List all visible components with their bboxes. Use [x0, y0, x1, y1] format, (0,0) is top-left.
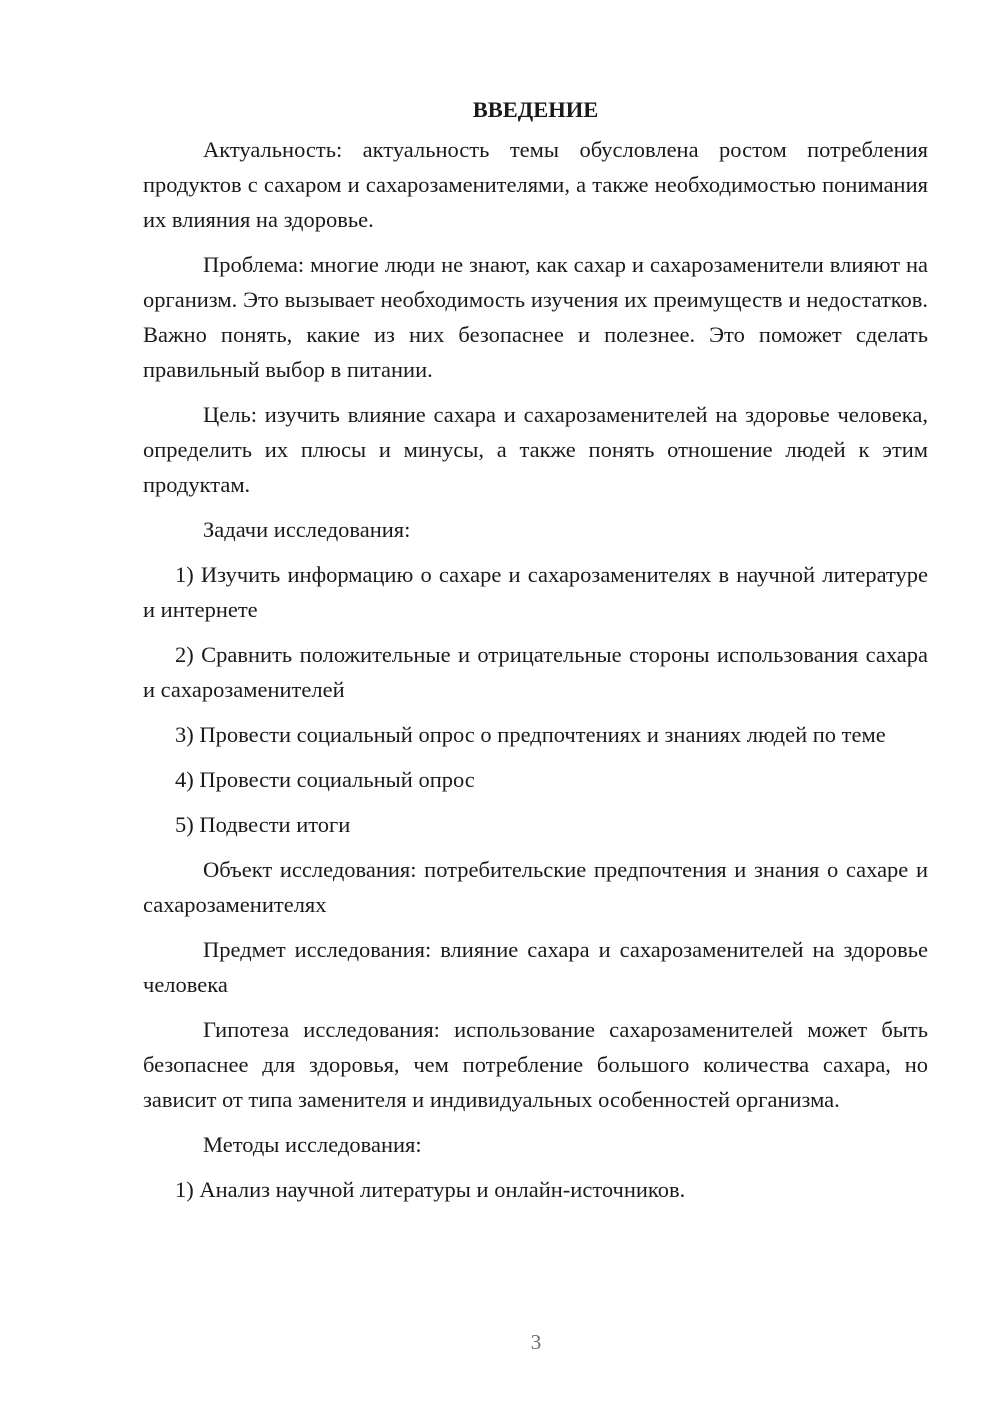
page-number: 3 — [530, 1330, 542, 1354]
page-body — [143, 92, 928, 1217]
section-heading: ВВЕДЕНИЕ — [472, 97, 599, 122]
task-item-5: 5) Подвести итоги — [175, 812, 351, 837]
task-item-1: 1) Изучить информацию о сахаре и сахарозаменителях в научной литературе и интернете — [143, 562, 928, 622]
goal-paragraph: Цель: изучить влияние сахара и сахарозаменителей на здоровье человека, определить их плюсы и минусы, а также понять отношение людей к этим продуктам. — [143, 402, 928, 497]
task-item-4: 4) Провести социальный опрос — [175, 767, 475, 792]
relevance-paragraph: Актуальность: актуальность темы обусловлена ростом потребления продуктов с сахаром и сахарозаменителями, а также необходимостью понимания их влияния на здоровье. — [143, 137, 928, 232]
tasks-heading: Задачи исследования: — [203, 517, 411, 542]
hypothesis-paragraph: Гипотеза исследования: использование сахарозаменителей может быть безопаснее для здоровья, чем потребление большого количества сахара, но зависит от типа заменителя и индивидуальных особенностей организма. — [143, 1017, 928, 1112]
subject-paragraph: Предмет исследования: влияние сахара и сахарозаменителей на здоровье человека — [143, 937, 928, 997]
task-item-3: 3) Провести социальный опрос о предпочтениях и знаниях людей по теме — [175, 722, 886, 747]
object-paragraph: Объект исследования: потребительские предпочтения и знания о сахаре и сахарозаменителях — [143, 857, 928, 917]
problem-paragraph: Проблема: многие люди не знают, как сахар и сахарозаменители влияют на организм. Это вызывает необходимость изучения их преимуществ и недостатков. Важно понять, какие из них безопаснее и полезнее. Это поможет сделать правильный выбор в питании. — [143, 252, 928, 382]
method-item-1: 1) Анализ научной литературы и онлайн-источников. — [175, 1177, 686, 1202]
task-item-2: 2) Сравнить положительные и отрицательные стороны использования сахара и сахарозаменителей — [143, 642, 928, 702]
methods-heading: Методы исследования: — [203, 1132, 422, 1157]
